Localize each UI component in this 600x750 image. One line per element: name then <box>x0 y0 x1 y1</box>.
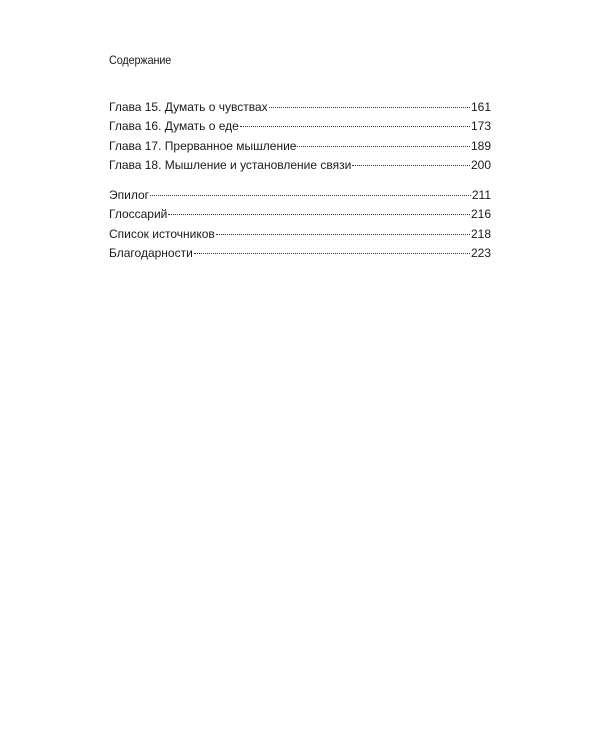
dot-leader <box>269 107 470 108</box>
toc-entry-title: Глава 18. Мышление и установление связи <box>109 157 352 172</box>
toc-entry-page: 211 <box>471 188 491 202</box>
toc-entry-glossary[interactable] <box>109 207 491 226</box>
running-head: Содержание <box>109 53 172 67</box>
toc-entry-chapter-17[interactable] <box>109 139 491 158</box>
toc-entry-page: 223 <box>470 245 491 260</box>
dot-leader <box>216 234 470 235</box>
toc-entry-title: Глава 16. Думать о еде <box>109 119 239 134</box>
toc-entry-title: Благодарности <box>109 245 193 260</box>
toc-entry-acknowledgements[interactable] <box>109 246 491 265</box>
toc-entry-page: 173 <box>470 119 491 134</box>
dot-leader <box>168 214 470 215</box>
toc-entry-chapter-18[interactable] <box>109 158 491 177</box>
dot-leader <box>150 195 471 196</box>
toc-entry-page: 161 <box>470 100 491 114</box>
toc-entry-chapter-15[interactable] <box>109 100 491 119</box>
dot-leader <box>352 165 470 166</box>
toc-entry-page: 200 <box>470 157 491 172</box>
toc-entry-epilogue[interactable] <box>109 188 491 207</box>
dot-leader <box>194 253 470 254</box>
toc-entry-page: 189 <box>470 138 491 153</box>
toc-back-matter-list <box>109 188 491 265</box>
toc-chapters-list <box>109 100 491 177</box>
toc-entry-title: Список источников <box>109 226 215 241</box>
toc-entry-title: Глава 15. Думать о чувствах <box>109 100 268 114</box>
toc-entry-title: Глоссарий <box>109 207 168 222</box>
toc-entry-chapter-16[interactable] <box>109 119 491 138</box>
toc-entry-title: Глава 17. Прерванное мышление <box>109 138 297 153</box>
toc-entry-title: Эпилог <box>109 188 150 202</box>
dot-leader <box>240 126 470 127</box>
toc-entry-page: 218 <box>470 226 491 241</box>
toc-entry-references[interactable] <box>109 227 491 246</box>
dot-leader <box>297 146 470 147</box>
toc-entry-page: 216 <box>470 207 491 222</box>
